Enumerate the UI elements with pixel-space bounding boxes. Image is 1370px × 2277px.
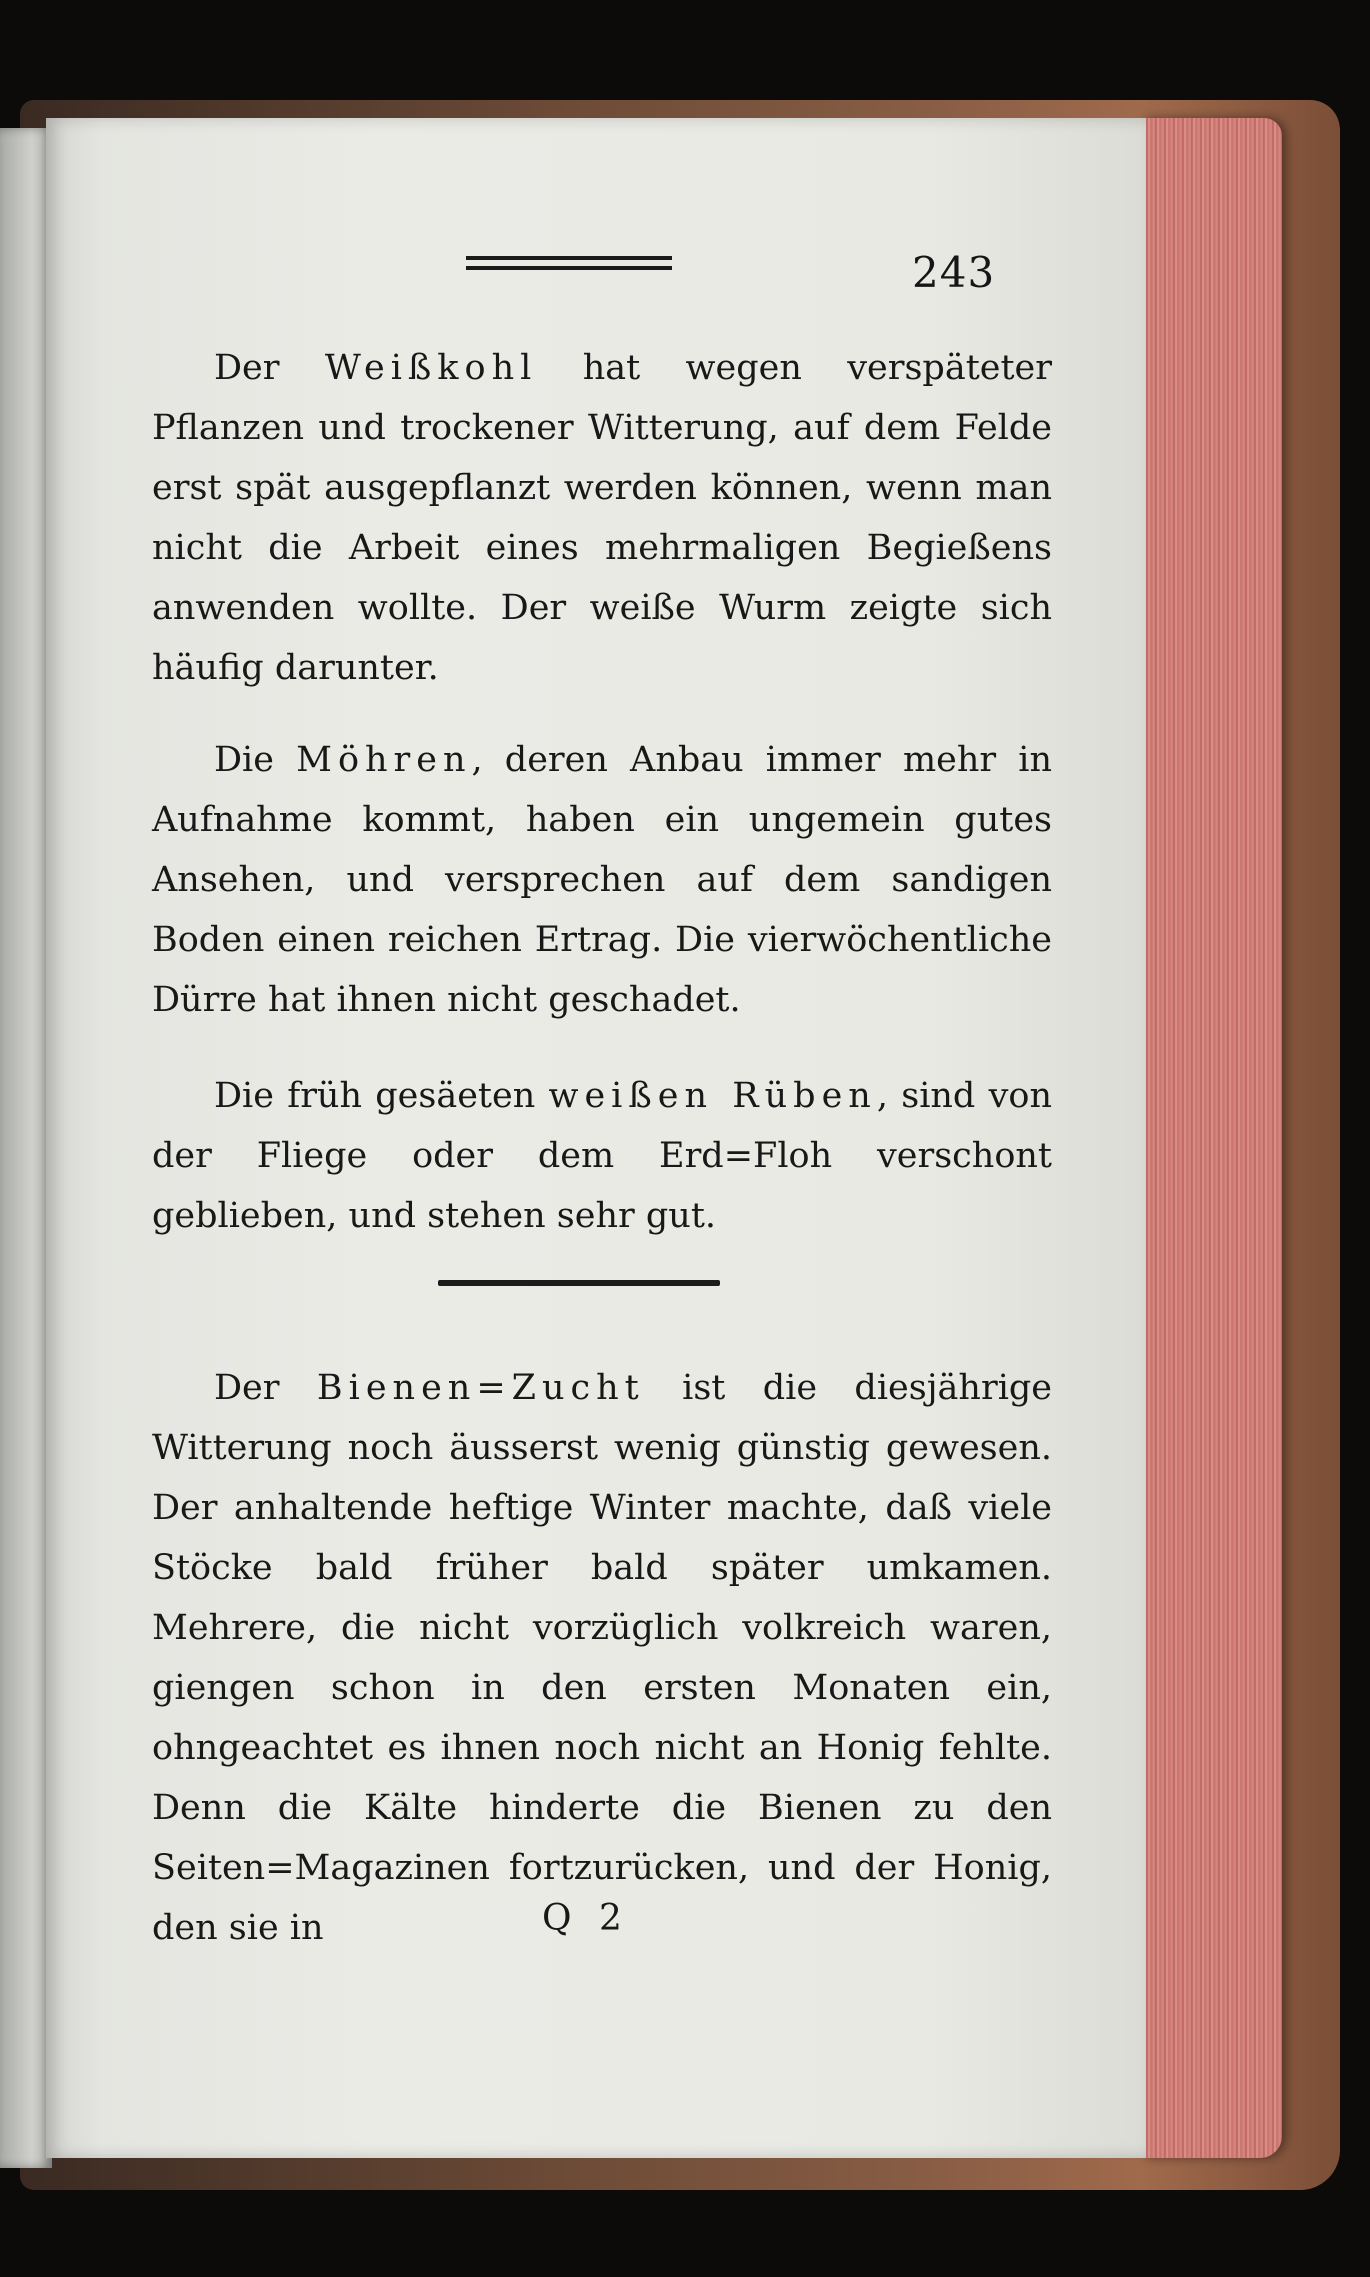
paragraph-text-rest: hat wegen verspäteter Pflanzen und trockener Witterung, auf dem Felde erst spät ausgepflanzt werden können, wenn man nicht die Arbeit eines mehrmaligen Begießens anwenden wollte. Der weiße Wurm zeigte sich häufig darunter. — [152, 348, 1052, 688]
signature-mark: Q 2 — [542, 1898, 630, 1939]
page-number: 243 — [912, 248, 996, 297]
paragraph-rueben — [152, 1066, 1052, 1246]
paragraph-text-start: Die früh gesäeten — [214, 1076, 549, 1116]
paragraph-moehren — [152, 730, 1052, 1030]
book-page — [46, 118, 1146, 2158]
paragraph-text-rest: , deren Anbau immer mehr in Aufnahme kommt, haben ein ungemein gutes Ansehen, und versprechen auf dem sandigen Boden einen reichen Ertrag. Die vierwöchentliche Dürre hat ihnen nicht geschadet. — [152, 740, 1052, 1020]
emphasized-term: Weißkohl — [324, 348, 538, 388]
paragraph-text-start: Die — [214, 740, 297, 780]
paragraph-weisskohl — [152, 338, 1052, 698]
paragraph-text-rest: ist die diesjährige Witterung noch äusserst wenig günstig gewesen. Der anhaltende heftige Winter machte, daß viele Stöcke bald früher bald später umkamen. Mehrere, die nicht vorzüglich volkreich waren, giengen schon in den ersten Monaten ein, ohngeachtet es ihnen noch nicht an Honig fehlte. Denn die Kälte hinderte die Bienen zu den Seiten=Magazinen fortzurücken, und der Honig, den sie in — [152, 1368, 1053, 1948]
section-divider — [438, 1280, 720, 1286]
paragraph-text-start: Der — [214, 348, 325, 388]
paragraph-bienenzucht — [152, 1358, 1052, 1958]
paragraph-text-rest: , sind von der Fliege oder dem Erd=Floh verschont geblieben, und stehen sehr gut. — [152, 1076, 1052, 1236]
page-edges — [1142, 118, 1282, 2158]
emphasized-term: Bienen=Zucht — [316, 1368, 645, 1408]
header-rule — [466, 256, 672, 270]
paragraph-text-start: Der — [214, 1368, 317, 1408]
emphasized-term: weißen Rüben — [548, 1076, 877, 1116]
emphasized-term: Möhren — [296, 740, 472, 780]
previous-page-edge — [0, 128, 52, 2168]
